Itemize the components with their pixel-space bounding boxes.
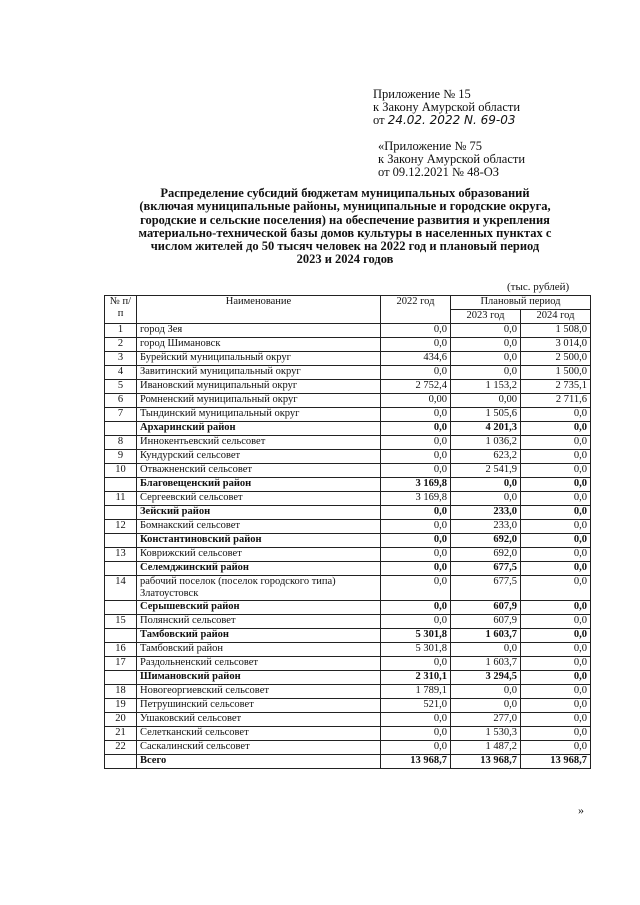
row-value-2022: 0,0	[381, 464, 451, 478]
row-value-2022: 0,0	[381, 436, 451, 450]
row-number: 19	[105, 699, 137, 713]
previous-appendix-title: «Приложение № 75	[378, 139, 483, 153]
row-value-2024: 0,0	[521, 520, 591, 534]
row-value-2023: 2 541,9	[451, 464, 521, 478]
col-header-name: Наименование	[137, 296, 381, 324]
table-row	[105, 562, 591, 576]
row-value-2023: 677,5	[451, 562, 521, 576]
row-name: Зейский район	[137, 506, 381, 520]
title-line: 2023 и 2024 годов	[296, 252, 394, 267]
row-name: Селетканский сельсовет	[137, 727, 381, 741]
row-value-2024: 0,0	[521, 464, 591, 478]
row-value-2023: 4 201,3	[451, 422, 521, 436]
row-value-2024: 0,0	[521, 727, 591, 741]
row-name: Архаринский район	[137, 422, 381, 436]
previous-appendix-date: от 09.12.2021 № 48-ОЗ	[378, 165, 500, 179]
document-title	[90, 187, 600, 267]
row-value-2024: 0,0	[521, 643, 591, 657]
title-line: (включая муниципальные районы, муниципальные и городские округа,	[139, 199, 551, 214]
row-value-2022: 0,0	[381, 576, 451, 601]
row-value-2023: 0,0	[451, 685, 521, 699]
table-row	[105, 380, 591, 394]
row-value-2023: 13 968,7	[451, 755, 521, 769]
table-row	[105, 478, 591, 492]
row-number: 14	[105, 576, 137, 601]
table-row	[105, 671, 591, 685]
row-value-2024: 0,0	[521, 615, 591, 629]
row-name: Ивановский муниципальный округ	[137, 380, 381, 394]
row-number: 10	[105, 464, 137, 478]
table-row	[105, 352, 591, 366]
row-number: 2	[105, 338, 137, 352]
row-number: 22	[105, 741, 137, 755]
row-value-2022: 0,0	[381, 534, 451, 548]
row-number: 21	[105, 727, 137, 741]
row-number	[105, 534, 137, 548]
row-value-2024: 0,0	[521, 713, 591, 727]
row-name: Всего	[137, 755, 381, 769]
row-name: Тамбовский район	[137, 643, 381, 657]
row-value-2023: 1 603,7	[451, 629, 521, 643]
row-value-2024: 0,0	[521, 450, 591, 464]
table-row	[105, 629, 591, 643]
row-number: 12	[105, 520, 137, 534]
row-name: Шимановский район	[137, 671, 381, 685]
row-number: 18	[105, 685, 137, 699]
table-row	[105, 741, 591, 755]
table-row	[105, 643, 591, 657]
row-name: Кундурский сельсовет	[137, 450, 381, 464]
row-number: 1	[105, 324, 137, 338]
units-label: (тыс. рублей)	[507, 281, 570, 293]
table-row	[105, 534, 591, 548]
table-row	[105, 506, 591, 520]
row-name: город Зея	[137, 324, 381, 338]
row-name: Петрушинский сельсовет	[137, 699, 381, 713]
row-value-2023: 1 153,2	[451, 380, 521, 394]
row-number: 7	[105, 408, 137, 422]
table-body	[105, 324, 591, 769]
table-row	[105, 436, 591, 450]
row-number: 11	[105, 492, 137, 506]
row-value-2022: 0,0	[381, 601, 451, 615]
row-name: Бурейский муниципальный округ	[137, 352, 381, 366]
row-value-2022: 0,0	[381, 366, 451, 380]
row-value-2022: 3 169,8	[381, 492, 451, 506]
row-name: Завитинский муниципальный округ	[137, 366, 381, 380]
col-header-2022: 2022 год	[381, 296, 451, 324]
row-value-2024: 0,0	[521, 478, 591, 492]
row-name: Саскалинский сельсовет	[137, 741, 381, 755]
row-value-2023: 1 603,7	[451, 657, 521, 671]
row-value-2023: 0,00	[451, 394, 521, 408]
table-row	[105, 366, 591, 380]
appendix-date-prefix: от	[373, 113, 385, 127]
row-value-2023: 0,0	[451, 338, 521, 352]
row-number: 8	[105, 436, 137, 450]
row-number: 15	[105, 615, 137, 629]
row-name: Раздольненский сельсовет	[137, 657, 381, 671]
row-name: Тамбовский район	[137, 629, 381, 643]
row-number	[105, 629, 137, 643]
row-value-2022: 0,0	[381, 741, 451, 755]
table-row	[105, 464, 591, 478]
row-name: Новогеоргиевский сельсовет	[137, 685, 381, 699]
row-value-2022: 0,0	[381, 450, 451, 464]
row-value-2022: 1 789,1	[381, 685, 451, 699]
row-name: Коврижский сельсовет	[137, 548, 381, 562]
row-value-2023: 233,0	[451, 520, 521, 534]
row-number: 5	[105, 380, 137, 394]
row-name: Полянский сельсовет	[137, 615, 381, 629]
table-row	[105, 699, 591, 713]
row-number: 3	[105, 352, 137, 366]
col-header-2024: 2024 год	[521, 310, 591, 324]
row-value-2024: 0,0	[521, 548, 591, 562]
table-row	[105, 408, 591, 422]
row-value-2022: 0,0	[381, 324, 451, 338]
row-value-2023: 677,5	[451, 576, 521, 601]
row-number	[105, 755, 137, 769]
row-name: город Шимановск	[137, 338, 381, 352]
row-value-2023: 233,0	[451, 506, 521, 520]
row-value-2023: 692,0	[451, 534, 521, 548]
row-value-2024: 0,0	[521, 408, 591, 422]
appendix-title: Приложение № 15	[373, 87, 471, 101]
row-value-2024: 3 014,0	[521, 338, 591, 352]
row-value-2022: 434,6	[381, 352, 451, 366]
title-line: городские и сельские поселения) на обеспечение развития и укрепления	[140, 212, 550, 227]
row-name: Отважненский сельсовет	[137, 464, 381, 478]
row-number: 13	[105, 548, 137, 562]
row-number	[105, 671, 137, 685]
row-value-2023: 692,0	[451, 548, 521, 562]
row-name: Серышевский район	[137, 601, 381, 615]
table-row	[105, 685, 591, 699]
title-line: Распределение субсидий бюджетам муниципальных образований	[160, 186, 530, 200]
row-value-2022: 0,0	[381, 562, 451, 576]
closing-quote: »	[578, 803, 584, 817]
row-value-2022: 2 752,4	[381, 380, 451, 394]
col-header-2023: 2023 год	[451, 310, 521, 324]
table-row	[105, 492, 591, 506]
row-name: рабочий поселок (поселок городского типа) Златоустовск	[137, 576, 381, 601]
row-number	[105, 506, 137, 520]
row-value-2022: 0,0	[381, 615, 451, 629]
row-number: 6	[105, 394, 137, 408]
row-value-2023: 3 294,5	[451, 671, 521, 685]
row-value-2023: 607,9	[451, 615, 521, 629]
row-value-2022: 0,0	[381, 713, 451, 727]
row-value-2023: 0,0	[451, 478, 521, 492]
col-header-plan-period: Плановый период	[451, 296, 591, 310]
table-row	[105, 548, 591, 562]
row-value-2022: 5 301,8	[381, 643, 451, 657]
row-number	[105, 562, 137, 576]
row-value-2024: 2 500,0	[521, 352, 591, 366]
table-row	[105, 713, 591, 727]
table-row	[105, 338, 591, 352]
row-value-2022: 521,0	[381, 699, 451, 713]
row-value-2023: 1 505,6	[451, 408, 521, 422]
row-value-2022: 3 169,8	[381, 478, 451, 492]
row-value-2023: 0,0	[451, 366, 521, 380]
title-line: числом жителей до 50 тысяч человек на 2022 год и плановый период	[150, 239, 540, 254]
row-name: Константиновский район	[137, 534, 381, 548]
title-line: материально-технической базы домов культуры в населенных пунктах с	[138, 225, 552, 240]
row-value-2024: 0,0	[521, 671, 591, 685]
row-value-2023: 1 530,3	[451, 727, 521, 741]
table-row	[105, 657, 591, 671]
row-number	[105, 422, 137, 436]
row-name: Тындинский муниципальный округ	[137, 408, 381, 422]
row-number	[105, 601, 137, 615]
row-value-2022: 0,0	[381, 408, 451, 422]
row-value-2024: 0,0	[521, 576, 591, 601]
row-value-2024: 0,0	[521, 685, 591, 699]
row-value-2024: 0,0	[521, 422, 591, 436]
row-value-2023: 0,0	[451, 643, 521, 657]
row-value-2024: 0,0	[521, 601, 591, 615]
row-value-2022: 2 310,1	[381, 671, 451, 685]
table-row	[105, 576, 591, 601]
row-value-2023: 0,0	[451, 492, 521, 506]
row-value-2024: 2 711,6	[521, 394, 591, 408]
table-row	[105, 324, 591, 338]
previous-appendix-law-ref: к Закону Амурской области	[378, 152, 526, 166]
row-value-2024: 1 500,0	[521, 366, 591, 380]
row-value-2022: 0,0	[381, 338, 451, 352]
row-value-2024: 0,0	[521, 506, 591, 520]
row-value-2022: 0,0	[381, 727, 451, 741]
row-value-2023: 623,2	[451, 450, 521, 464]
row-value-2024: 0,0	[521, 741, 591, 755]
appendix-law-ref: к Закону Амурской области	[373, 100, 521, 114]
table-row	[105, 601, 591, 615]
handwritten-date-number: 24.02. 2022 N. 69-03	[387, 113, 516, 127]
row-value-2023: 1 036,2	[451, 436, 521, 450]
row-value-2024: 0,0	[521, 534, 591, 548]
row-name: Ушаковский сельсовет	[137, 713, 381, 727]
row-value-2022: 5 301,8	[381, 629, 451, 643]
row-number: 4	[105, 366, 137, 380]
row-value-2022: 0,0	[381, 422, 451, 436]
row-value-2023: 0,0	[451, 352, 521, 366]
row-number: 17	[105, 657, 137, 671]
row-value-2024: 0,0	[521, 436, 591, 450]
appendix-date-line	[373, 114, 516, 127]
row-value-2023: 607,9	[451, 601, 521, 615]
row-value-2022: 0,0	[381, 548, 451, 562]
row-number: 16	[105, 643, 137, 657]
col-header-number: № п/п	[105, 296, 137, 324]
row-value-2022: 0,00	[381, 394, 451, 408]
row-number: 9	[105, 450, 137, 464]
row-value-2023: 1 487,2	[451, 741, 521, 755]
row-value-2023: 0,0	[451, 699, 521, 713]
row-name: Иннокентьевский сельсовет	[137, 436, 381, 450]
row-value-2022: 0,0	[381, 520, 451, 534]
table-row	[105, 755, 591, 769]
row-name: Бомнакский сельсовет	[137, 520, 381, 534]
subsidy-table	[104, 295, 591, 769]
row-value-2024: 13 968,7	[521, 755, 591, 769]
row-value-2024: 0,0	[521, 629, 591, 643]
row-number	[105, 478, 137, 492]
table-row	[105, 450, 591, 464]
row-number: 20	[105, 713, 137, 727]
row-value-2024: 0,0	[521, 699, 591, 713]
row-value-2024: 2 735,1	[521, 380, 591, 394]
row-value-2024: 0,0	[521, 492, 591, 506]
row-value-2022: 13 968,7	[381, 755, 451, 769]
row-name: Сергеевский сельсовет	[137, 492, 381, 506]
row-value-2024: 1 508,0	[521, 324, 591, 338]
row-name: Селемджинский район	[137, 562, 381, 576]
row-value-2023: 277,0	[451, 713, 521, 727]
table-row	[105, 727, 591, 741]
row-value-2022: 0,0	[381, 657, 451, 671]
table-row	[105, 394, 591, 408]
row-value-2024: 0,0	[521, 562, 591, 576]
table-row	[105, 615, 591, 629]
table-row	[105, 422, 591, 436]
table-row	[105, 520, 591, 534]
row-value-2023: 0,0	[451, 324, 521, 338]
row-name: Ромненский муниципальный округ	[137, 394, 381, 408]
row-name: Благовещенский район	[137, 478, 381, 492]
row-value-2022: 0,0	[381, 506, 451, 520]
row-value-2024: 0,0	[521, 657, 591, 671]
